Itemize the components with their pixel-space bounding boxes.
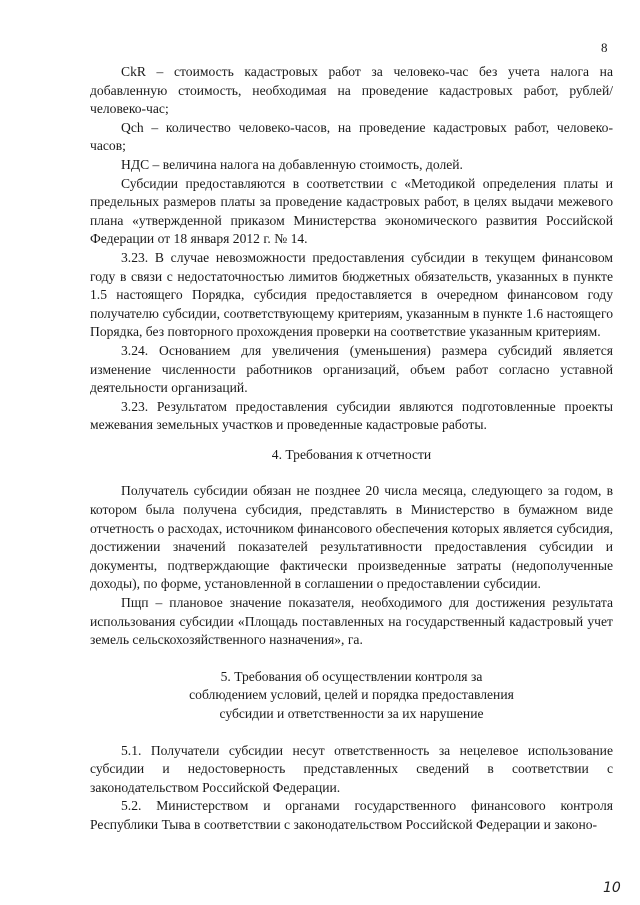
section-5-heading-line-2: соблюдением условий, целей и порядка предоставления <box>189 687 514 703</box>
paragraph-5-1-responsibility: 5.1. Получатели субсидии несут ответственность за нецелевое использование субсидии и недостоверность представленных сведений в соответствии с законодательством Российской Федерации. <box>90 742 613 795</box>
paragraph-subsidy-methodology: Субсидии предоставляются в соответствии с «Методикой определения платы и предельных размеров платы за проведение кадастровых работ, в целях выдачи межевого плана «утвержденной приказом Министерства экономического развития Российской Федерации от 18 января 2012 г. № 14. <box>90 175 613 247</box>
paragraph-reporting-obligation: Получатель субсидии обязан не позднее 20 числа месяца, следующего за годом, в котором была получена субсидия, представлять в Министерство в бумажном виде отчетность о расходах, источником финансового обеспечения которых является субсидия, достижении значений показателей результативности предоставления субсидии и документы, подтверждающие фактически произведенные затраты (недополученные доходы), по форме, установленной в соглашении о предоставлении субсидии. <box>90 483 613 592</box>
paragraph-3-23-next-year: 3.23. В случае невозможности предоставления субсидии в текущем финансовом году в связи с недостаточностью лимитов бюджетных обязательств, указанных в пункте 1.5 настоящего Порядка, субсидия предоставляется в очередном финансовом году получателю субсидии, соответствующему критериям, указанным в пункте 1.6 настоящего Порядка, без повторного прохождения проверки на соответствие указанным критериям. <box>90 249 613 340</box>
paragraph-planned-indicator: Пщп – плановое значение показателя, необходимого для достижения результата использования субсидии «Площадь поставленных на государственный кадастровый учет земель сельскохозяйственного назначения», га. <box>90 595 613 648</box>
page-number: 8 <box>601 40 608 55</box>
paragraph-3-24-change-basis: 3.24. Основанием для увеличения (уменьшения) размера субсидий является изменение численности работников организаций, объем работ согласно уставной деятельности организаций. <box>90 342 613 396</box>
section-5-heading-line-1: 5. Требования об осуществлении контроля за <box>220 668 483 684</box>
paragraph-nds-definition: НДС – величина налога на добавленную стоимость, долей. <box>121 156 463 172</box>
paragraph-5-2-control: 5.2. Министерством и органами государственного финансового контроля Республики Тыва в соответствии с законодательством Российской Федерации и законо- <box>90 798 613 832</box>
handwritten-page-number: 10 <box>603 880 621 896</box>
paragraph-ckr-definition: CkR – стоимость кадастровых работ за человеко-час без учета налога на добавленную стоимость, необходимая на проведение кадастровых работ, рублей/человеко-час; <box>90 64 613 117</box>
section-5-heading-line-3: субсидии и ответственности за их нарушение <box>219 706 484 721</box>
document-body <box>90 63 613 835</box>
section-4-heading: 4. Требования к отчетности <box>271 446 432 462</box>
paragraph-3-23-result: 3.23. Результатом предоставления субсидии являются подготовленные проекты межевания земельных участков и проведенные кадастровые работы. <box>90 398 613 433</box>
paragraph-qch-definition: Qch – количество человеко-часов, на проведение кадастровых работ, человеко-часов; <box>90 119 613 154</box>
